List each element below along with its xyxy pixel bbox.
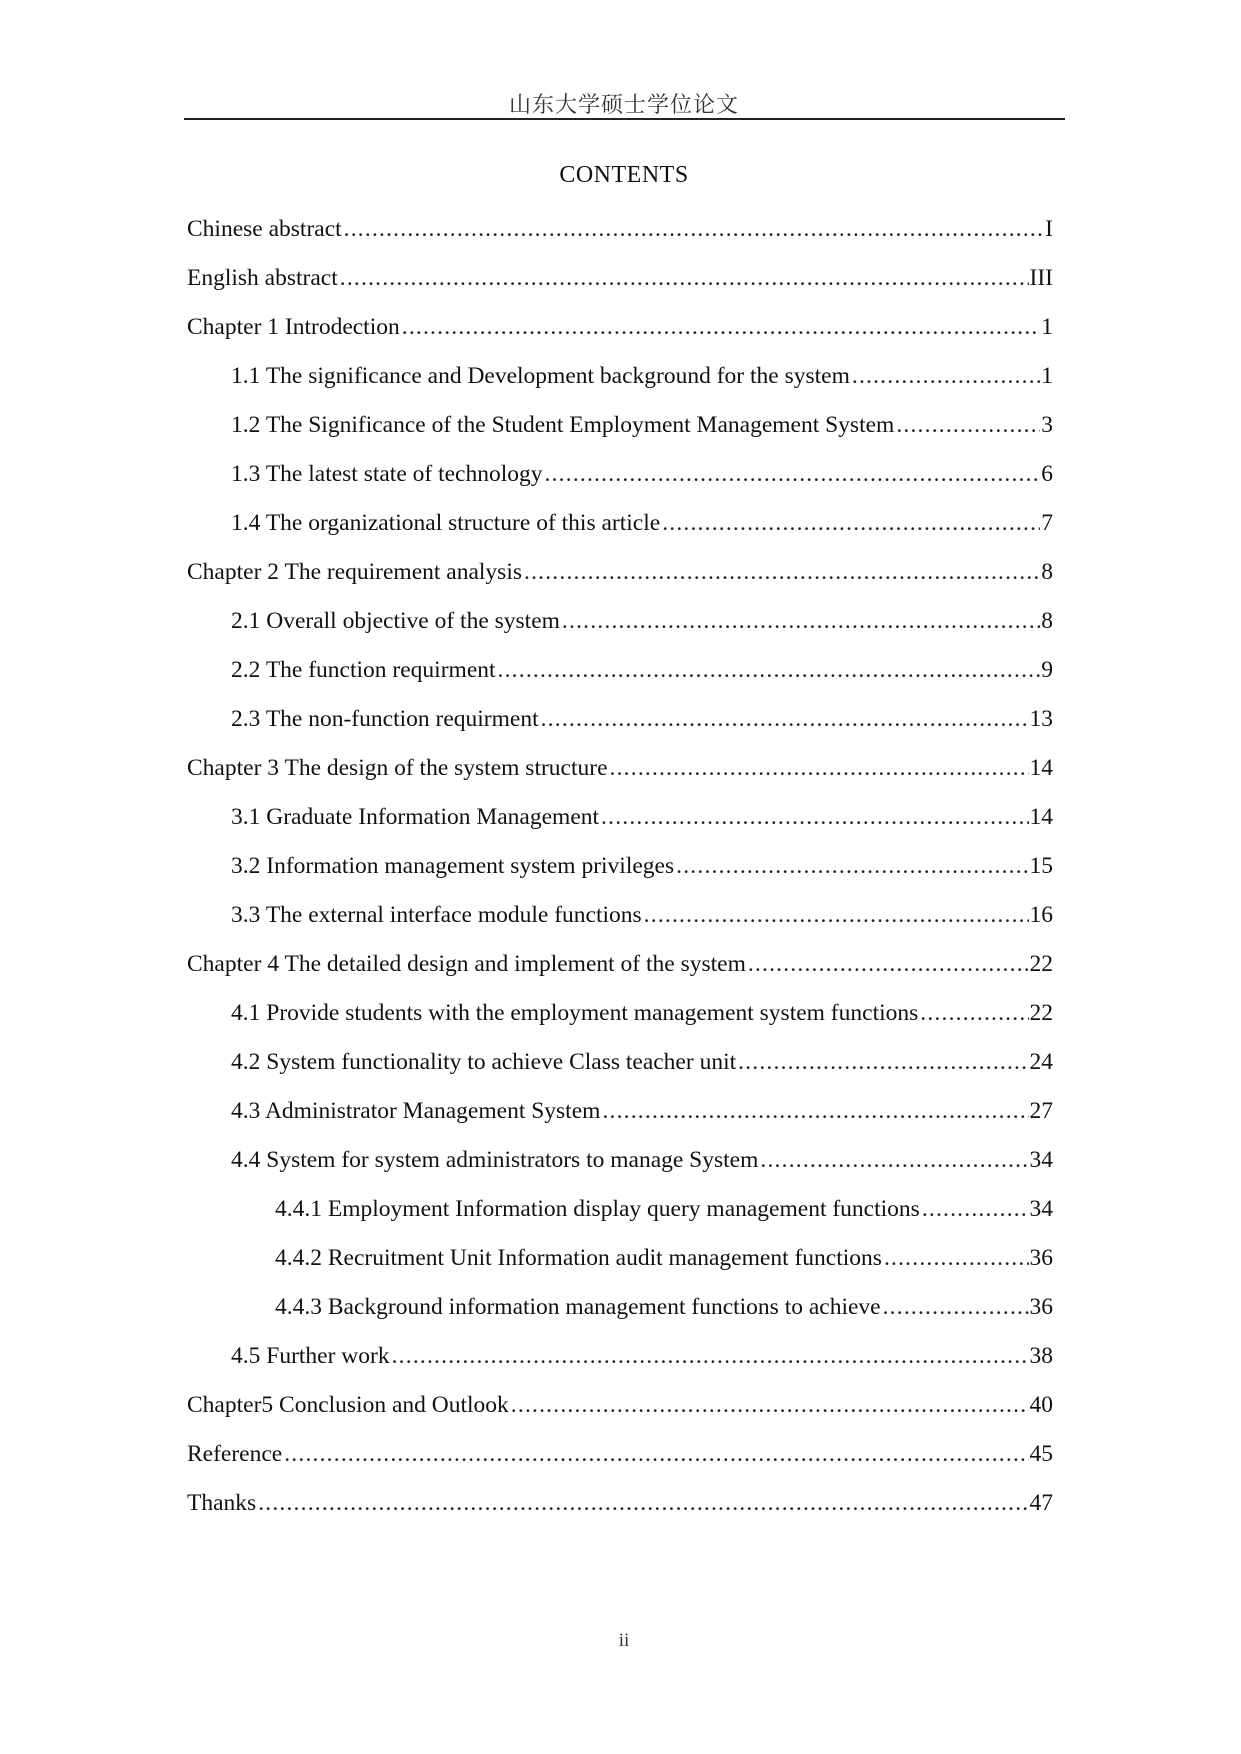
toc-entry-label: Chapter 3 The design of the system structure [187, 755, 608, 781]
toc-entry-page: 1 [1041, 363, 1053, 389]
toc-entry-page: 47 [1029, 1490, 1053, 1516]
toc-entry-page: III [1029, 265, 1053, 291]
toc-entry[interactable] [187, 254, 1053, 303]
toc-dot-leader [340, 254, 1029, 303]
toc-dot-leader [760, 1136, 1028, 1185]
toc-dot-leader [610, 744, 1029, 793]
toc-entry[interactable] [187, 793, 1053, 842]
toc-entry-label: 2.1 Overall objective of the system [231, 608, 560, 634]
toc-entry[interactable] [187, 548, 1053, 597]
toc-entry-page: 14 [1029, 804, 1053, 830]
toc-entry[interactable] [187, 646, 1053, 695]
toc-dot-leader [676, 842, 1028, 891]
toc-entry-page: 34 [1029, 1196, 1053, 1222]
toc-entry-label: Thanks [187, 1490, 257, 1516]
toc-entry[interactable] [187, 891, 1053, 940]
toc-entry-label: 4.1 Provide students with the employment management system functions [231, 1000, 919, 1026]
toc-entry-page: 27 [1029, 1098, 1053, 1124]
toc-title: CONTENTS [559, 162, 689, 188]
toc-dot-leader [344, 205, 1045, 254]
toc-dot-leader [562, 597, 1040, 646]
toc-entry[interactable] [187, 401, 1053, 450]
page-number: ii [618, 1630, 630, 1651]
toc-entry-label: 2.2 The function requirment [231, 657, 496, 683]
toc-entry-label: 4.2 System functionality to achieve Class teacher unit [231, 1049, 737, 1075]
toc-entry-label: Chapter 1 Introdection [187, 314, 400, 340]
toc-entry-page: 45 [1029, 1441, 1053, 1467]
toc-entry-label: 4.3 Administrator Management System [231, 1098, 601, 1124]
toc-dot-leader [920, 989, 1028, 1038]
toc-dot-leader [738, 1038, 1028, 1087]
header-rule [184, 118, 1065, 120]
toc-entry-page: 36 [1029, 1294, 1053, 1320]
toc-entry[interactable] [187, 597, 1053, 646]
toc-entry[interactable] [187, 1479, 1053, 1528]
toc-entry[interactable] [187, 1038, 1053, 1087]
toc-entry-label: 1.2 The Significance of the Student Employment Management System [231, 412, 895, 438]
toc-entry[interactable] [187, 1136, 1053, 1185]
toc-dot-leader [284, 1430, 1028, 1479]
toc-entry-label: Chapter5 Conclusion and Outlook [187, 1392, 509, 1418]
toc-entry[interactable] [187, 205, 1053, 254]
running-header: 山东大学硕士学位论文 [508, 93, 739, 118]
toc-entry-label: 4.5 Further work [231, 1343, 390, 1369]
toc-entry-page: 24 [1029, 1049, 1053, 1075]
toc-entry-label: Chinese abstract [187, 216, 342, 242]
toc-entry-label: 4.4.3 Background information management functions to achieve [275, 1294, 881, 1320]
toc-dot-leader [402, 303, 1041, 352]
toc-entry-page: 13 [1029, 706, 1053, 732]
toc-entry-label: 4.4 System for system administrators to manage System [231, 1147, 759, 1173]
toc-dot-leader [884, 1234, 1029, 1283]
toc-entry-label: English abstract [187, 265, 338, 291]
toc-entry-page: 36 [1029, 1245, 1053, 1271]
toc-dot-leader [545, 450, 1041, 499]
toc-dot-leader [662, 499, 1040, 548]
toc-entry[interactable] [187, 450, 1053, 499]
toc-entry[interactable] [187, 1283, 1053, 1332]
toc-entry[interactable] [187, 1381, 1053, 1430]
toc-entry[interactable] [187, 499, 1053, 548]
toc-dot-leader [644, 891, 1029, 940]
toc-entry[interactable] [187, 989, 1053, 1038]
toc-dot-leader [602, 1087, 1028, 1136]
toc-entry-page: 6 [1041, 461, 1053, 487]
toc-entry[interactable] [187, 842, 1053, 891]
toc-entry-page: 8 [1041, 559, 1053, 585]
toc-entry[interactable] [187, 1234, 1053, 1283]
toc-entry-label: 4.4.2 Recruitment Unit Information audit management functions [275, 1245, 882, 1271]
toc-entry-page: 14 [1029, 755, 1053, 781]
toc-entry-label: Chapter 4 The detailed design and implement of the system [187, 951, 746, 977]
toc-entry-page: 15 [1029, 853, 1053, 879]
toc-entry-label: 3.3 The external interface module functions [231, 902, 642, 928]
toc-entry[interactable] [187, 303, 1053, 352]
toc-entry-page: 34 [1029, 1147, 1053, 1173]
toc-entry-page: 8 [1041, 608, 1053, 634]
toc-entry-label: Chapter 2 The requirement analysis [187, 559, 522, 585]
toc-entry[interactable] [187, 1087, 1053, 1136]
toc-dot-leader [896, 401, 1040, 450]
toc-dot-leader [511, 1381, 1029, 1430]
toc-dot-leader [852, 352, 1040, 401]
toc-dot-leader [524, 548, 1040, 597]
toc-dot-leader [392, 1332, 1029, 1381]
toc-entry[interactable] [187, 1185, 1053, 1234]
toc-dot-leader [541, 695, 1029, 744]
toc-entry[interactable] [187, 744, 1053, 793]
toc-entry-label: 4.4.1 Employment Information display query management functions [275, 1196, 920, 1222]
toc-entry[interactable] [187, 1430, 1053, 1479]
toc-entry-page: 40 [1029, 1392, 1053, 1418]
toc-entry-page: 16 [1029, 902, 1053, 928]
toc-entry-page: I [1045, 216, 1053, 242]
toc-entry[interactable] [187, 940, 1053, 989]
toc-entry-page: 1 [1041, 314, 1053, 340]
toc-entry-page: 3 [1041, 412, 1053, 438]
toc-entry-label: 3.2 Information management system privileges [231, 853, 675, 879]
toc-entry-label: 1.3 The latest state of technology [231, 461, 543, 487]
toc-entry-label: Reference [187, 1441, 283, 1467]
toc-entry[interactable] [187, 1332, 1053, 1381]
toc-list [187, 205, 1053, 1528]
toc-entry-page: 38 [1029, 1343, 1053, 1369]
toc-entry-page: 7 [1041, 510, 1053, 536]
toc-entry[interactable] [187, 352, 1053, 401]
toc-entry-label: 3.1 Graduate Information Management [231, 804, 600, 830]
toc-dot-leader [883, 1283, 1029, 1332]
toc-entry-page: 22 [1029, 951, 1053, 977]
toc-entry-page: 9 [1041, 657, 1053, 683]
toc-entry-label: 2.3 The non-function requirment [231, 706, 539, 732]
toc-dot-leader [601, 793, 1028, 842]
toc-dot-leader [498, 646, 1041, 695]
toc-dot-leader [748, 940, 1029, 989]
toc-entry-page: 22 [1029, 1000, 1053, 1026]
toc-entry-label: 1.1 The significance and Development background for the system [231, 363, 850, 389]
toc-dot-leader [258, 1479, 1028, 1528]
toc-dot-leader [922, 1185, 1029, 1234]
toc-entry[interactable] [187, 695, 1053, 744]
toc-entry-label: 1.4 The organizational structure of this article [231, 510, 661, 536]
